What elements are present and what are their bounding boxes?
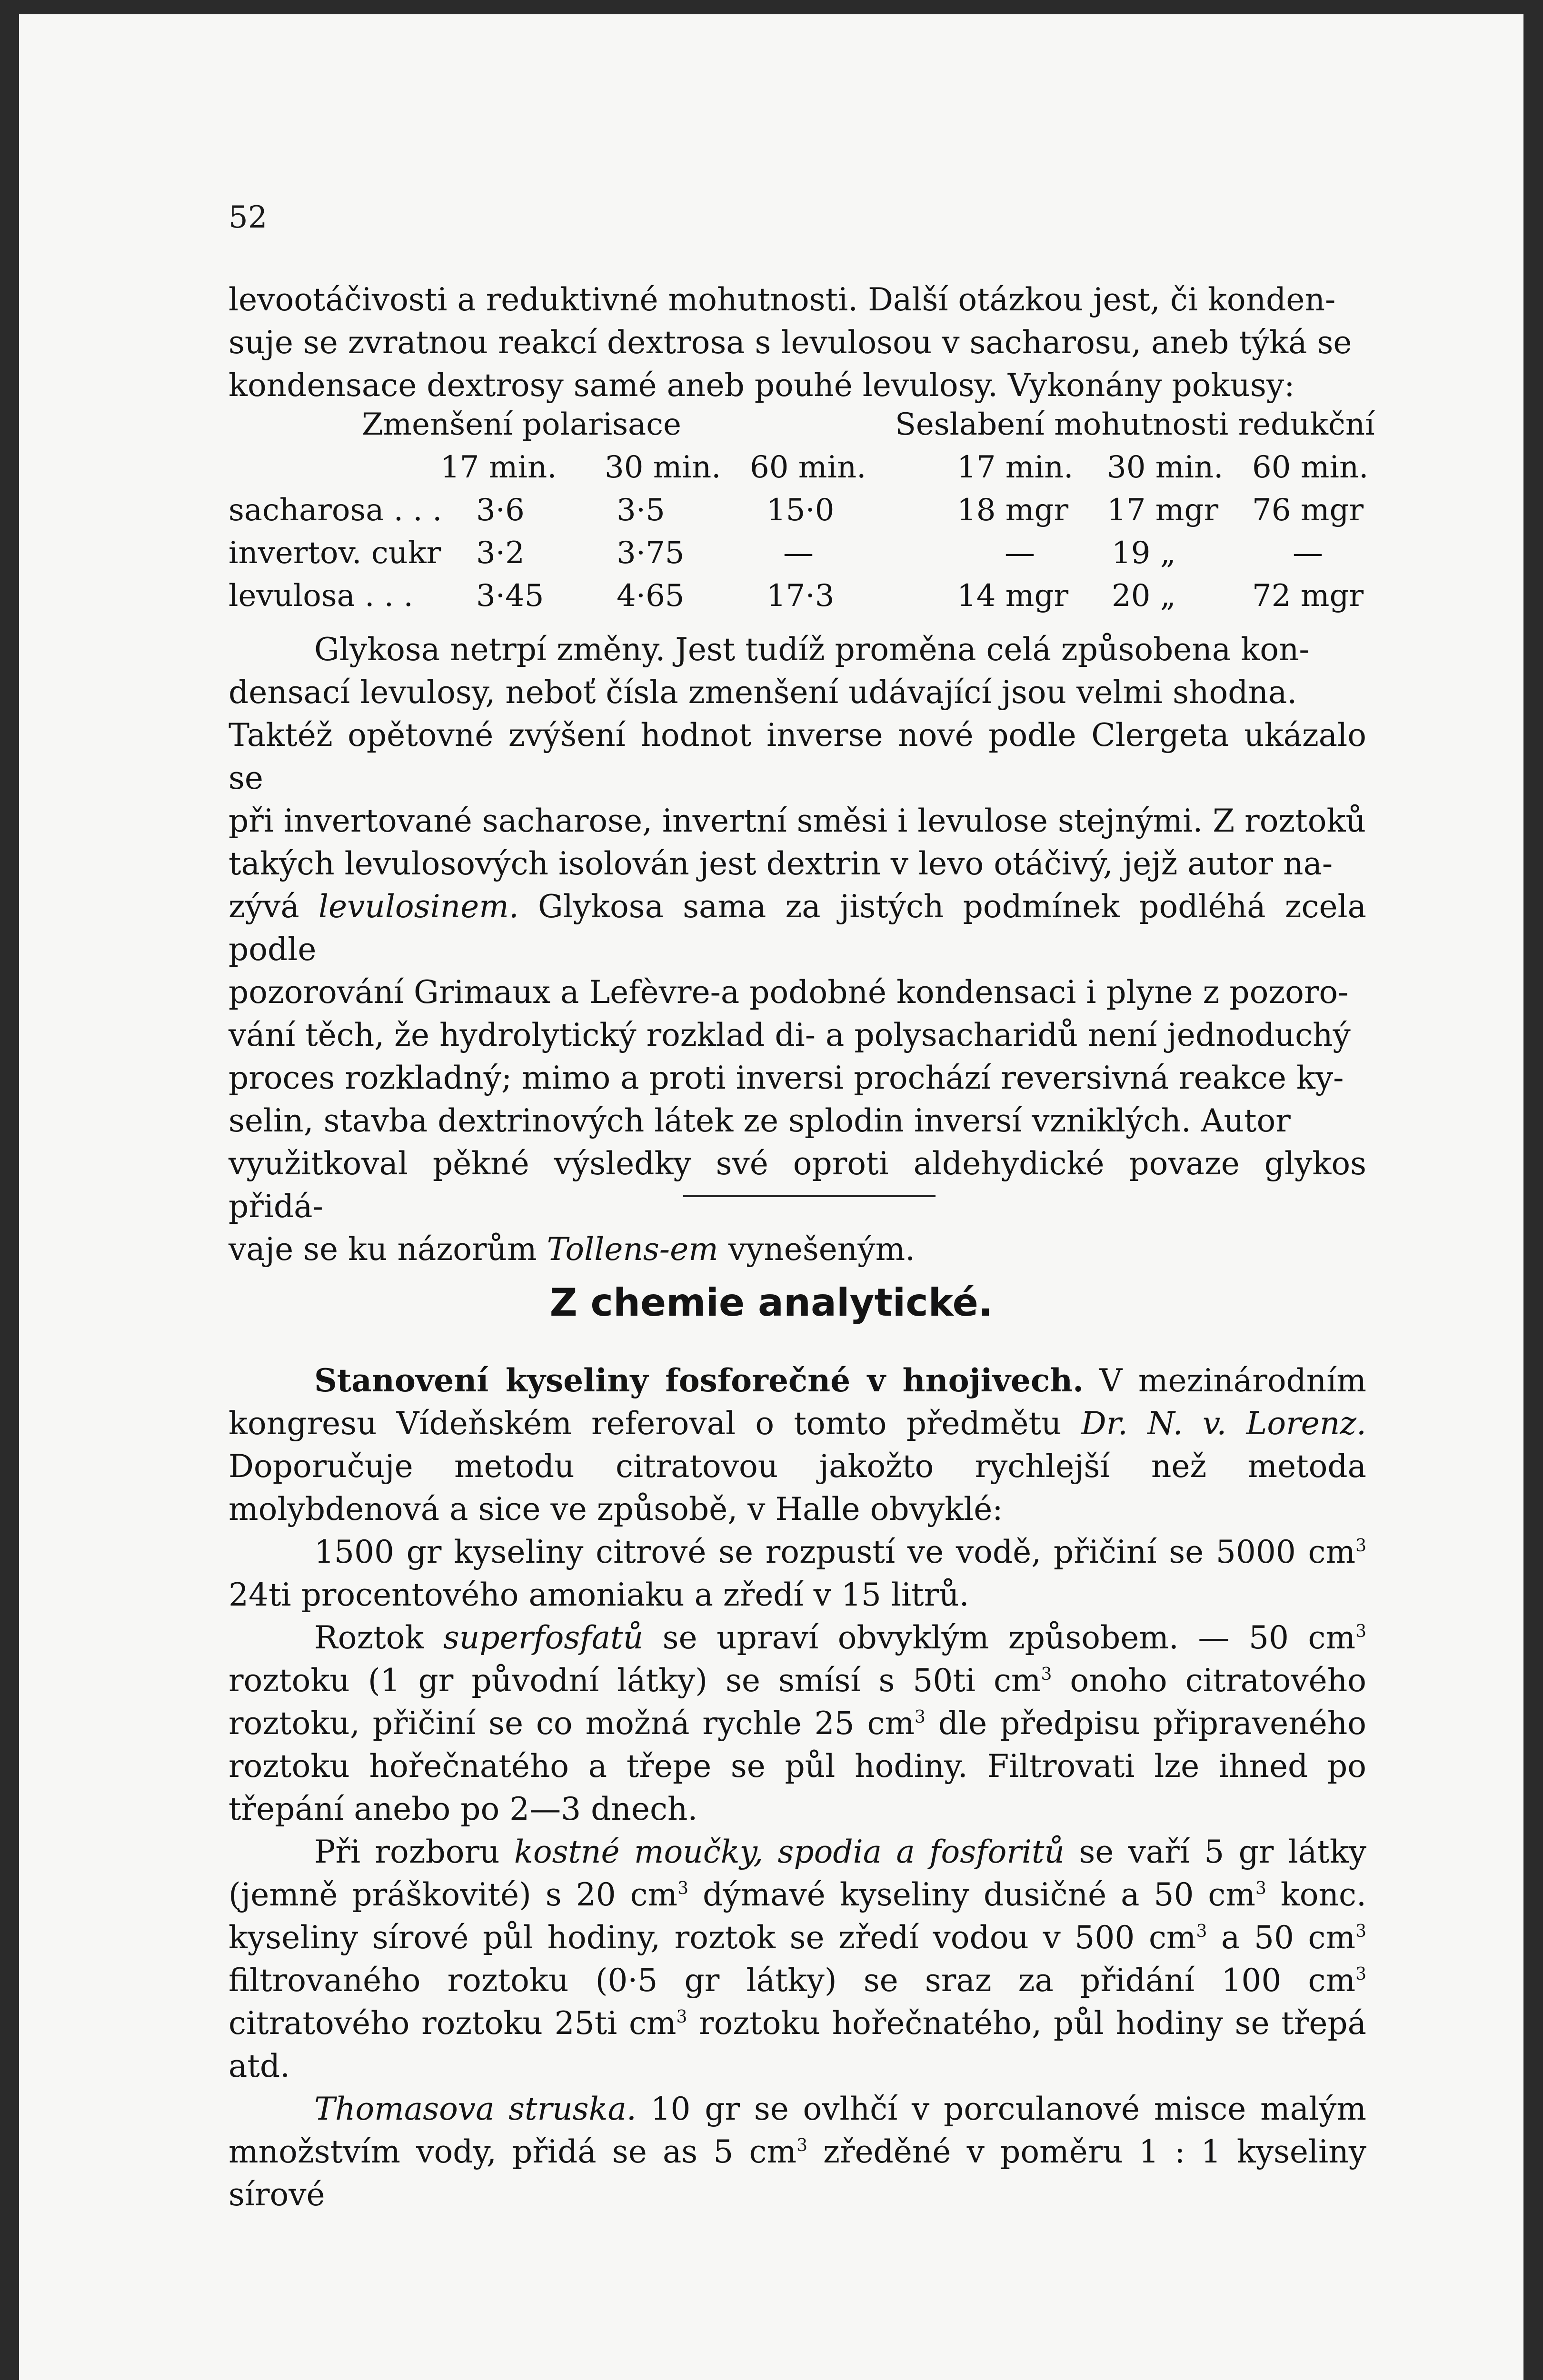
text-span: roztoku (1 gr původní látky) se smísí s 50ti cm xyxy=(229,1662,1041,1699)
text-line: selin, stavba dextrinových látek ze splodin inversí vzniklých. Autor xyxy=(229,1102,1291,1139)
italic-term: levulosinem. xyxy=(318,888,519,925)
text-span: Roztok xyxy=(314,1619,444,1656)
table-cell: 4·65 xyxy=(617,578,685,614)
text-line: při invertované sacharose, invertní směsi i levulose stejnými. Z roztoků xyxy=(229,803,1366,839)
text-line: densací levulosy, neboť čísla zmenšení udávající jsou velmi shodna. xyxy=(229,674,1297,711)
text-span: 24ti procentového amoniaku a zředí v 15 litrů. xyxy=(229,1577,969,1613)
table-row xyxy=(229,493,1366,536)
text-span: filtrovaného roztoku (0·5 gr látky) se sraz za přidání 100 cm xyxy=(229,1962,1356,1999)
text-line: takých levulosových isolován jest dextrin v levo otáčivý, jejž autor na- xyxy=(229,845,1333,882)
discussion-paragraph xyxy=(229,628,1366,1271)
article-body xyxy=(229,1359,1366,2216)
text-span: citratového roztoku 25ti cm xyxy=(229,2005,677,2042)
time-header: 60 min. xyxy=(1252,450,1369,485)
paragraph-citrate xyxy=(229,1531,1366,1616)
row-label: sacharosa . . . xyxy=(229,493,442,528)
row-label: levulosa . . . xyxy=(229,578,413,614)
text-line xyxy=(229,1228,1366,1271)
superscript: 3 xyxy=(915,1707,926,1727)
intro-paragraph xyxy=(229,278,1366,407)
book-page xyxy=(19,14,1523,2380)
row-label: invertov. cukr xyxy=(229,536,441,571)
text-span: Glykosa sama za jistých podmínek podléhá zcela podle xyxy=(229,888,1366,968)
table-cell: 72 mgr xyxy=(1252,578,1364,614)
italic-term: Thomasova struska. xyxy=(314,2091,637,2127)
text-span: a 50 cm xyxy=(1207,1919,1356,1956)
article-intro xyxy=(229,1359,1366,1531)
text-span: vaje se ku názorům xyxy=(229,1231,547,1268)
text-span: zředěné v poměru 1 : 1 kyseliny sírové xyxy=(229,2133,1366,2213)
superscript: 3 xyxy=(676,2007,687,2027)
table-cell: — xyxy=(1005,536,1035,571)
superscript: 3 xyxy=(1355,1536,1366,1556)
text-span: dýmavé kyseliny dusičné a 50 cm xyxy=(688,1876,1255,1913)
text-span: 1500 gr kyseliny citrové se rozpustí ve vodě, přičiní se 5000 cm xyxy=(314,1534,1356,1570)
table-cell: 3·5 xyxy=(617,493,665,528)
text-span: konc. kyseliny sírové půl hodiny, roztok se zředí vodou v 500 cm xyxy=(229,1876,1366,1956)
text-line: proces rozkladný; mimo a proti inversi prochází reversivná reakce ky- xyxy=(229,1060,1344,1096)
table-cell: 18 mgr xyxy=(957,493,1069,528)
page-number: 52 xyxy=(229,200,268,235)
text-span: zývá xyxy=(229,888,319,925)
text-line: levootáčivosti a reduktivné mohutnosti. Další otázkou jest, či konden- xyxy=(229,281,1336,318)
table-cell: 17·3 xyxy=(767,578,835,614)
italic-term: superfosfatů xyxy=(443,1619,644,1656)
results-table xyxy=(229,407,1375,621)
superscript: 3 xyxy=(1041,1665,1052,1684)
text-line: suje se zvratnou reakcí dextrosa s levulosou v sacharosu, aneb týká se xyxy=(229,324,1352,361)
text-span: dle předpisu připraveného roztoku hořečnatého a třepe se půl hodiny. Filtrovati lze ihned po třepání anebo po 2—3 dnech. xyxy=(229,1705,1366,1827)
table-row xyxy=(229,578,1366,621)
text-line: Taktéž opětovné zvýšení hodnot inverse nové podle Clergeta ukázalo se xyxy=(229,717,1366,796)
text-line: využitkoval pěkné výsledky své oproti aldehydické povaze glykos přidá- xyxy=(229,1145,1366,1225)
text-line: Glykosa netrpí změny. Jest tudíž proměna celá způsobena kon- xyxy=(314,631,1310,668)
superscript: 3 xyxy=(796,2136,807,2155)
author-name: Dr. N. v. Lorenz. xyxy=(1081,1405,1366,1442)
text-span: Při rozboru xyxy=(314,1834,514,1870)
superscript: 3 xyxy=(1355,1622,1366,1641)
time-header: 30 min. xyxy=(1107,450,1224,485)
time-header: 17 min. xyxy=(957,450,1074,485)
table-cell: 3·75 xyxy=(617,536,685,571)
table-cell: 20 „ xyxy=(1112,578,1176,614)
text-line: kondensace dextrosy samé aneb pouhé levulosy. Vykonány pokusy: xyxy=(229,367,1295,404)
text-line: vání těch, že hydrolytický rozklad di- a polysacharidů není jednoduchý xyxy=(229,1017,1351,1053)
time-header: 60 min. xyxy=(750,450,866,485)
text-span: roztoku hořečnatého, půl hodiny se třepá atd. xyxy=(229,2005,1366,2084)
table-cell: — xyxy=(1293,536,1323,571)
time-header: 17 min. xyxy=(440,450,557,485)
table-time-header-row xyxy=(229,450,1369,493)
time-header: 30 min. xyxy=(605,450,721,485)
text-span: Doporučuje metodu citratovou jakožto rychlejší než metoda molybdenová a sice ve způsobě, v Halle obvyklé: xyxy=(229,1448,1366,1527)
paragraph-bone-meal xyxy=(229,1831,1366,2088)
superscript: 3 xyxy=(1196,1922,1207,1941)
text-span: 10 gr se ovlhčí v porculanové misce malým množstvím vody, přidá se as 5 cm xyxy=(229,2091,1366,2170)
italic-term: kostné moučky, spodia a fosforitů xyxy=(514,1834,1065,1870)
group-header-polarisation: Zmenšení polarisace xyxy=(362,407,681,442)
superscript: 3 xyxy=(677,1879,689,1898)
text-line xyxy=(229,885,1366,971)
table-cell: 76 mgr xyxy=(1252,493,1364,528)
table-cell: 3·2 xyxy=(476,536,525,571)
superscript: 3 xyxy=(1255,1879,1266,1898)
superscript: 3 xyxy=(1355,1964,1366,1984)
superscript: 3 xyxy=(1355,1922,1367,1941)
table-row xyxy=(229,536,1366,578)
table-cell: 3·6 xyxy=(476,493,525,528)
text-line: pozorování Grimaux a Lefèvre-a podobné kondensaci i plyne z pozoro- xyxy=(229,974,1349,1011)
table-cell: 17 mgr xyxy=(1107,493,1219,528)
text-span: vynešeným. xyxy=(718,1231,916,1268)
group-header-reduction: Seslabení mohutnosti redukční xyxy=(895,407,1375,442)
table-cell: 19 „ xyxy=(1112,536,1176,571)
italic-term: Tollens-em xyxy=(547,1231,718,1268)
table-cell: 14 mgr xyxy=(957,578,1069,614)
text-span: onoho citratového roztoku, přičiní se co možná rychle 25 cm xyxy=(229,1662,1366,1742)
article-title: Stanovení kyseliny fosforečné v hnojivech. xyxy=(314,1362,1084,1399)
table-cell: 15·0 xyxy=(767,493,835,528)
text-span: se upraví obvyklým způsobem. — 50 cm xyxy=(643,1619,1356,1656)
section-divider xyxy=(683,1195,936,1197)
paragraph-thomas-slag xyxy=(229,2088,1366,2216)
table-cell: — xyxy=(783,536,814,571)
table-group-header-row xyxy=(229,407,1375,450)
table-cell: 3·45 xyxy=(476,578,544,614)
section-heading: Z chemie analytické. xyxy=(549,1280,993,1325)
paragraph-superphosphate xyxy=(229,1616,1366,1831)
text-span: se vaří 5 gr látky (jemně práškovité) s 20 cm xyxy=(229,1834,1367,1913)
text-span: V mezinárodním kongresu Vídeňském referoval o tomto předmětu xyxy=(229,1362,1367,1442)
